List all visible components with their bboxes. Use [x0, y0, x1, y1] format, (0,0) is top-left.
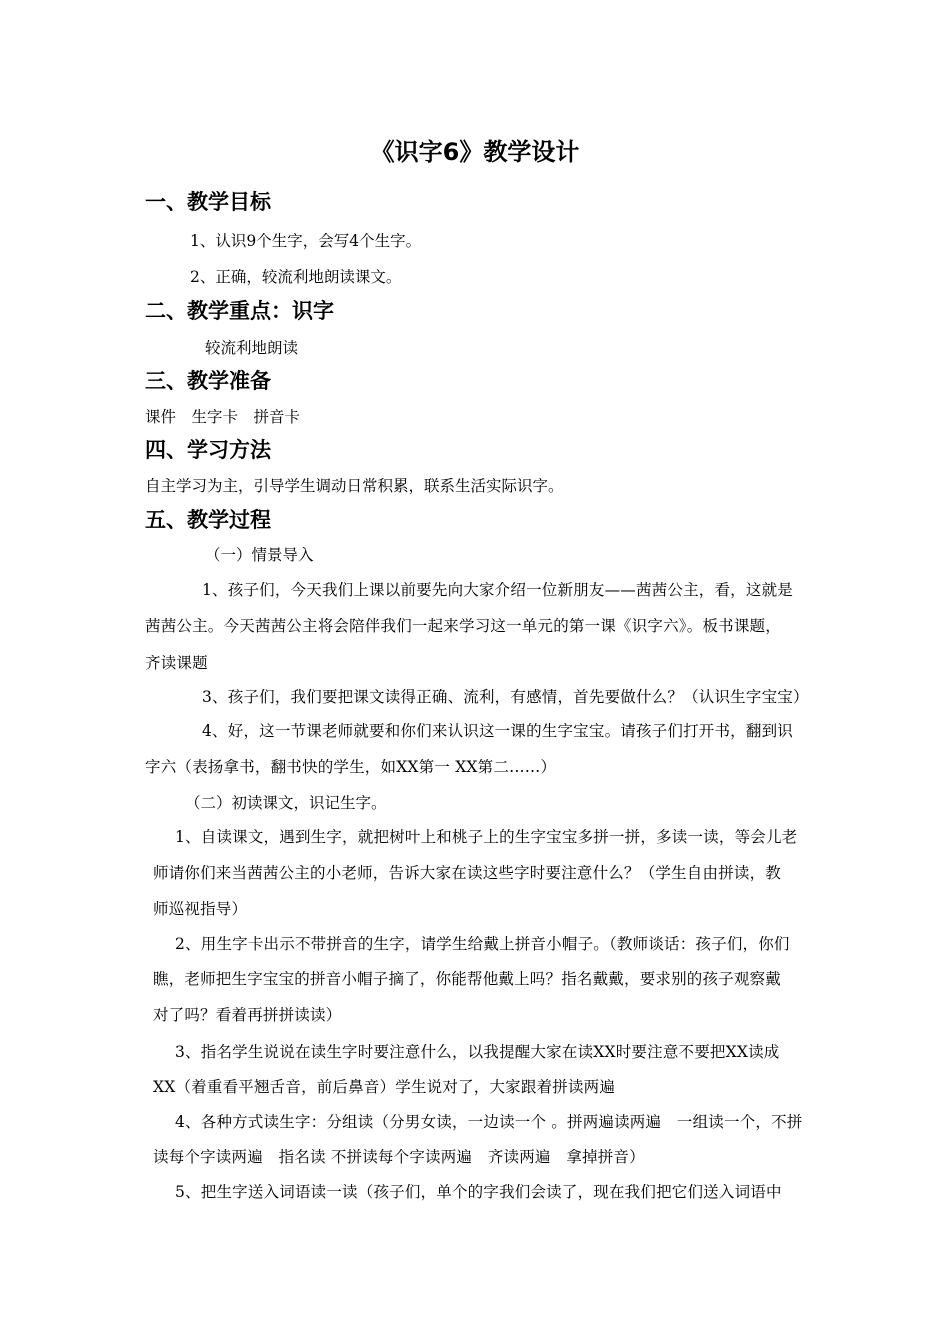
key-points-text: 较流利地朗读: [205, 339, 299, 357]
heading-teaching-process: 五、教学过程: [145, 508, 271, 532]
paragraph-line: 师巡视指导）: [153, 900, 248, 918]
preparation-text: 课件 生字卡 拼音卡: [145, 408, 301, 426]
paragraph-line: 1、孩子们，今天我们上课以前要先向大家介绍一位新朋友——茜茜公主，看，这就是: [202, 581, 793, 599]
paragraph-line: 2、用生字卡出示不带拼音的生字，请学生给戴上拼音小帽子。（教师谈话：孩子们，你们: [175, 935, 790, 953]
goal-item: 2、正确，较流利地朗读课文。: [190, 268, 402, 286]
paragraph-line: XX（着重看平翘舌音，前后鼻音）学生说对了，大家跟着拼读两遍: [153, 1078, 616, 1096]
paragraph-line: 4、好，这一节课老师就要和你们来认识这一课的生字宝宝。请孩子们打开书，翻到识: [202, 722, 793, 740]
paragraph-line: 对了吗？看着再拼拼读读）: [153, 1006, 342, 1024]
heading-teaching-goals: 一、教学目标: [145, 190, 271, 214]
part1-title: （一）情景导入: [205, 546, 314, 564]
paragraph-line: 茜茜公主。今天茜茜公主将会陪伴我们一起来学习这一单元的第一课《识字六》。板书课题，: [145, 617, 781, 635]
paragraph-line: 读每个字读两遍 指名读 不拼读每个字读两遍 齐读两遍 拿掉拼音）: [153, 1148, 645, 1166]
paragraph-line: 齐读课题: [145, 654, 208, 672]
goal-item: 1、认识9个生字，会写4个生字。: [190, 232, 422, 250]
paragraph-line: 5、把生字送入词语读一读（孩子们，单个的字我们会读了，现在我们把它们送入词语中: [175, 1183, 782, 1201]
document-title: 《识字6》教学设计: [370, 138, 580, 166]
paragraph-line: 3、孩子们，我们要把课文读得正确、流利，有感情，首先要做什么？（认识生字宝宝）: [202, 688, 809, 706]
heading-preparation: 三、教学准备: [145, 369, 271, 393]
learning-method-text: 自主学习为主，引导学生调动日常积累，联系生活实际识字。: [145, 477, 564, 495]
part2-title: （二）初读课文，识记生字。: [185, 794, 387, 812]
paragraph-line: 师请你们来当茜茜公主的小老师，告诉大家在读这些字时要注意什么？（学生自由拼读，教: [153, 864, 782, 882]
paragraph-line: 瞧，老师把生字宝宝的拼音小帽子摘了，你能帮他戴上吗？指名戴戴，要求别的孩子观察戴: [153, 970, 782, 988]
heading-learning-method: 四、学习方法: [145, 438, 271, 462]
heading-key-points: 二、教学重点：识字: [145, 299, 334, 323]
paragraph-line: 4、各种方式读生字：分组读（分男女读，一边读一个 。拼两遍读两遍 一组读一个，不拼: [175, 1113, 803, 1131]
paragraph-line: 字六（表扬拿书，翻书快的学生，如XX第一 XX第二……）: [145, 758, 557, 776]
paragraph-line: 1、自读课文，遇到生字，就把树叶上和桃子上的生字宝宝多拼一拼，多读一读，等会儿老: [175, 828, 798, 846]
paragraph-line: 3、指名学生说说在读生字时要注意什么，以我提醒大家在读XX时要注意不要把XX读成: [175, 1043, 780, 1061]
